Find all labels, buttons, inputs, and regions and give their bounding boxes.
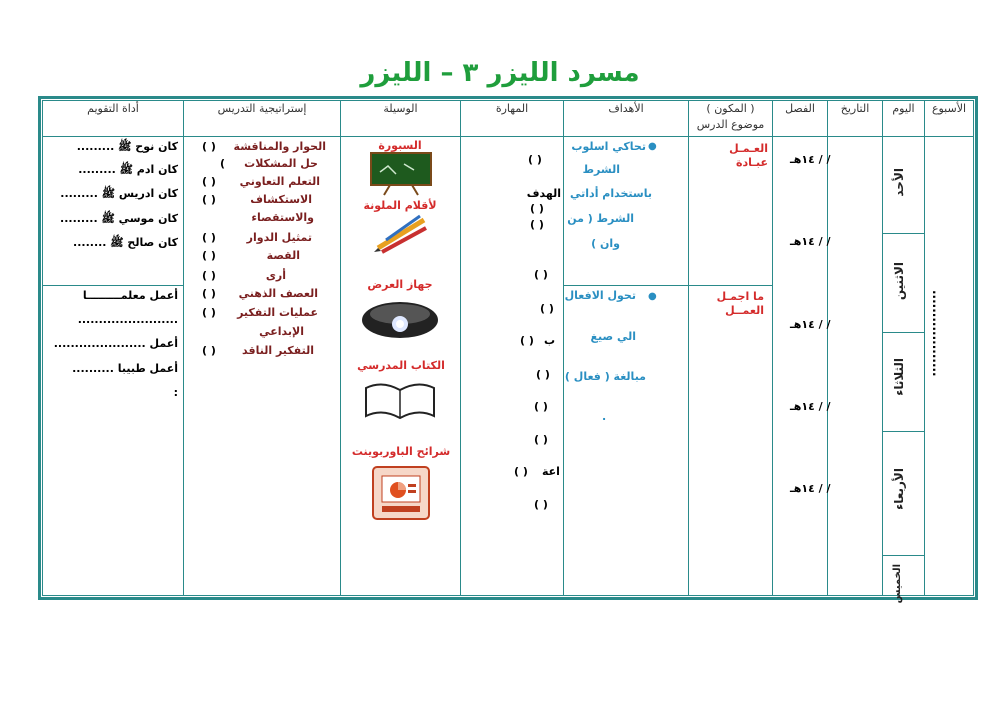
topic-2-line2: العمــل	[725, 304, 764, 317]
day-sunday: الأحد	[892, 168, 906, 197]
strategy-bracket: ( )	[202, 344, 216, 357]
evaluation-item: كان ادريس ﷺ .........	[60, 187, 178, 200]
header-skill: المهارة	[495, 102, 529, 115]
col-divider	[563, 100, 564, 596]
tool-label-slides: شرائح الباوربوينت	[351, 445, 451, 458]
strategy-item: القصة	[266, 249, 300, 262]
skill-label: الهدف	[526, 187, 561, 200]
skill-bracket: ( )	[530, 202, 544, 215]
skill-bracket: ( )	[520, 334, 534, 347]
book-icon	[362, 378, 438, 424]
col-divider	[772, 100, 773, 596]
evaluation-item: كان موسي ﷺ .........	[60, 212, 178, 225]
objective-line: تحاكي اسلوب	[571, 140, 646, 153]
table-inner	[42, 100, 974, 596]
tool-label-book: الكتاب المدرسي	[357, 359, 445, 372]
strategy-bracket: ( )	[202, 249, 216, 262]
header-day: اليوم	[892, 102, 915, 115]
skill-bracket: ( )	[534, 268, 548, 281]
colored-pencils-icon	[374, 214, 430, 254]
evaluation-item: ........................	[77, 313, 178, 326]
powerpoint-icon	[372, 466, 430, 520]
skill-fragment: ب	[544, 334, 556, 347]
objective-line: تحول الافعال	[564, 289, 636, 302]
objective-line: الي صيغ	[590, 330, 636, 343]
tool-label-pens: لأقلام الملونة	[363, 199, 437, 212]
header-tool: الوسيلة	[383, 102, 418, 115]
col-divider	[183, 100, 184, 596]
strategy-item: الحوار والمناقشة	[233, 140, 326, 153]
topic-2-line1: ما اجمـل	[716, 290, 764, 303]
header-date: التاريخ	[840, 102, 870, 115]
objective-line: مبالغة ( فعال )	[564, 370, 646, 383]
strategy-bracket: ( )	[202, 175, 216, 188]
strategy-item: التفكير الناقد	[242, 344, 314, 357]
col-divider	[460, 100, 461, 596]
objective-line: .	[602, 410, 607, 423]
skill-bracket: ( )	[530, 218, 544, 231]
day-monday: الاثنين	[892, 262, 906, 301]
header-component: ( المكون )	[706, 102, 755, 115]
projector-icon	[360, 294, 440, 342]
row-divider	[882, 233, 924, 234]
col-divider	[827, 100, 828, 596]
skill-fragment: اعة	[542, 465, 560, 478]
skill-bracket: ( )	[534, 433, 548, 446]
evaluation-item: كان صالح ﷺ ........	[73, 236, 178, 249]
date-entry: / / ١٤هـ	[790, 235, 831, 248]
strategy-item: أرى	[265, 269, 286, 282]
col-divider	[340, 100, 341, 596]
skill-bracket: ( )	[514, 465, 528, 478]
evaluation-item: :	[173, 386, 178, 399]
skill-bracket: ( )	[534, 400, 548, 413]
objective-line: وان )	[591, 237, 620, 250]
evaluation-item: كان نوح ﷺ .........	[76, 140, 178, 153]
day-thursday: الخميس	[892, 564, 903, 604]
header-divider	[42, 136, 974, 137]
evaluation-item: أعمل معلمـــــــــا	[82, 289, 178, 302]
strategy-bracket: ( )	[202, 193, 216, 206]
skill-bracket: ( )	[540, 302, 554, 315]
evaluation-item: أعمل ......................	[53, 337, 178, 350]
row-divider	[882, 555, 924, 556]
skill-bracket: ( )	[536, 368, 550, 381]
strategy-bracket: ( )	[202, 287, 216, 300]
strategy-bracket: ( )	[202, 140, 216, 153]
evaluation-item: كان ادم ﷺ .........	[78, 163, 178, 176]
tool-label-projector: جهاز العرض	[367, 278, 433, 291]
strategy-item: التعلم التعاوني	[239, 175, 320, 188]
tool-label-board: السبورة	[378, 139, 422, 152]
strategy-item: والاستقصاء	[251, 211, 314, 224]
strategy-item: الإبداعي	[259, 325, 304, 338]
col-divider	[882, 100, 883, 596]
strategy-item: عمليات التفكير	[237, 306, 318, 319]
blackboard-icon	[370, 152, 432, 196]
skill-bracket: ( )	[534, 498, 548, 511]
bullet-icon: ●	[648, 141, 657, 152]
objective-line: الشرط	[582, 163, 620, 176]
objective-line: باستخدام أداتي	[570, 187, 652, 200]
strategy-bracket: ( )	[202, 306, 216, 319]
day-tuesday: الثلاثاء	[892, 358, 906, 396]
date-entry: / / ١٤هـ	[790, 153, 831, 166]
strategy-item: حل المشكلات	[244, 157, 318, 170]
header-class: الفصل	[785, 102, 815, 115]
objective-line: الشرط ( من	[567, 212, 634, 225]
header-objectives: الأهداف	[608, 102, 644, 115]
topic-1-line1: العـمـل	[729, 142, 768, 155]
bullet-icon: ●	[648, 291, 657, 302]
page-title: مسرد الليزر ٣ – الليزر	[360, 58, 640, 88]
strategy-bracket: (	[220, 157, 226, 170]
row-divider	[882, 332, 924, 333]
date-entry: / / ١٤هـ	[790, 318, 831, 331]
col-divider	[688, 100, 689, 596]
header-lesson-topic: موضوع الدرس	[696, 118, 765, 131]
date-entry: / / ١٤هـ	[790, 400, 831, 413]
evaluation-item: أعمل طبيبا ..........	[72, 362, 178, 375]
header-week: الأسبوع	[931, 102, 967, 115]
lesson-divider	[563, 285, 772, 286]
header-strategy: إستراتيجية التدريس	[217, 102, 307, 115]
week-dots: ...................	[930, 290, 944, 377]
row-divider	[882, 431, 924, 432]
skill-bracket: ( )	[528, 153, 542, 166]
strategy-bracket: ( )	[202, 231, 216, 244]
day-wednesday: الأربعاء	[892, 468, 906, 510]
topic-1-line2: عبـادة	[735, 156, 768, 169]
header-evaluation: أداة التقويم	[87, 102, 139, 115]
eval-divider	[42, 285, 183, 286]
strategy-item: تمثيل الدوار	[246, 231, 312, 244]
col-divider	[924, 100, 925, 596]
strategy-item: الاستكشاف	[250, 193, 312, 206]
strategy-bracket: ( )	[202, 269, 216, 282]
strategy-item: العصف الذهني	[238, 287, 318, 300]
date-entry: / / ١٤هـ	[790, 482, 831, 495]
